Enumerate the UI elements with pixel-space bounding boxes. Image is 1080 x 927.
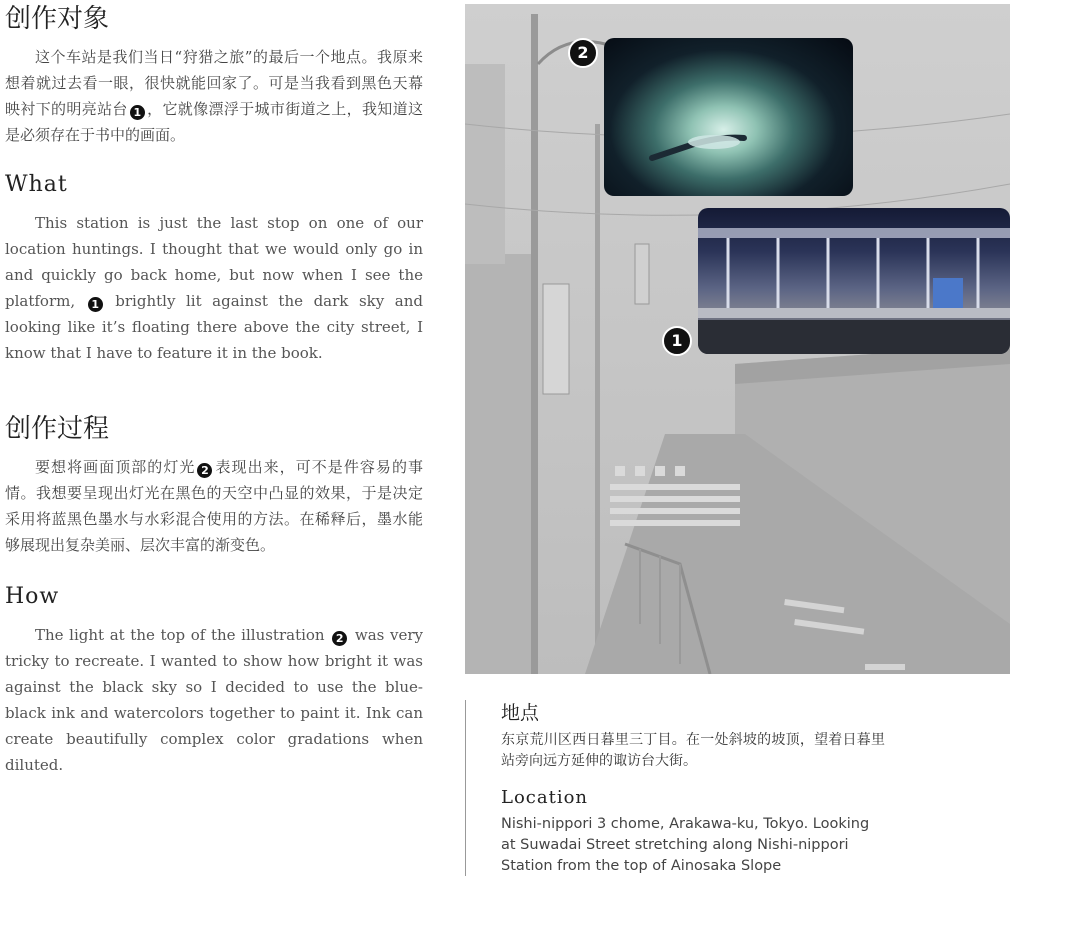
street-lamp-drawing bbox=[604, 38, 853, 196]
location-title-zh: 地点 bbox=[501, 702, 540, 724]
marker-1-icon: 1 bbox=[130, 105, 145, 120]
how-paragraph bbox=[5, 622, 423, 778]
what-text-part1: This station is just the last stop on one of our location huntings. I thought that we would only go in and quickly go back home, but now when I see the platform, bbox=[5, 214, 423, 310]
marker-2-callout: 2 bbox=[568, 38, 598, 68]
subject-text-part1: 这个车站是我们当日“狩猎之旅”的最后一个地点。我原来想着就过去看一眼，很快就能回家了。可是当我看到黑色天幕映衬下的明亮站台 bbox=[5, 48, 423, 118]
marker-1-icon: 1 bbox=[88, 297, 103, 312]
subject-paragraph-zh bbox=[5, 44, 423, 148]
station-platform-drawing bbox=[698, 208, 1010, 354]
section-title-how: How bbox=[5, 584, 60, 609]
article-text-column bbox=[5, 0, 423, 778]
subject-text-part2: ，它就像漂浮于城市街道之上，我知道这是必须存在于书中的画面。 bbox=[5, 100, 423, 144]
section-title-subject-zh: 创作对象 bbox=[5, 4, 110, 34]
how-text-part1: The light at the top of the illustration bbox=[35, 626, 325, 644]
marker-1-callout: 1 bbox=[662, 326, 692, 356]
location-text-en: Nishi-nippori 3 chome, Arakawa-ku, Tokyo. Looking at Suwadai Street stretching along Nishi-nippori Station from the top of Ainosaka Slope bbox=[501, 816, 870, 874]
location-caption bbox=[465, 700, 885, 876]
what-paragraph bbox=[5, 210, 423, 366]
street-illustration bbox=[465, 4, 1010, 674]
how-text-part2: was very tricky to recreate. I wanted to show how bright it was against the black sky so I decided to use the blue-black ink and watercolors together to paint it. Ink can create beautifully complex color gradations when diluted. bbox=[5, 626, 423, 774]
process-paragraph-zh bbox=[5, 454, 423, 558]
location-text-zh: 东京荒川区西日暮里三丁目。在一处斜坡的坡顶，望着日暮里站旁向远方延伸的诹访台大街。 bbox=[501, 732, 885, 769]
street-lamp-detail-inset bbox=[604, 38, 853, 196]
station-platform-detail-inset bbox=[698, 208, 1010, 354]
marker-2-icon: 2 bbox=[197, 463, 212, 478]
what-text-part2: brightly lit against the dark sky and looking like it’s floating there above the city street, I know that I have to feature it in the book. bbox=[5, 292, 423, 362]
marker-2-icon: 2 bbox=[332, 631, 347, 646]
process-text-part1: 要想将画面顶部的灯光 bbox=[35, 458, 196, 476]
process-text-part2: 表现出来，可不是件容易的事情。我想要呈现出灯光在黑色的天空中凸显的效果，于是决定采用将蓝黑色墨水与水彩混合使用的方法。在稀释后，墨水能够展现出复杂美丽、层次丰富的渐变色。 bbox=[5, 458, 423, 554]
section-title-what: What bbox=[5, 172, 68, 197]
section-title-process-zh: 创作过程 bbox=[5, 414, 110, 444]
location-title-en: Location bbox=[501, 787, 589, 808]
